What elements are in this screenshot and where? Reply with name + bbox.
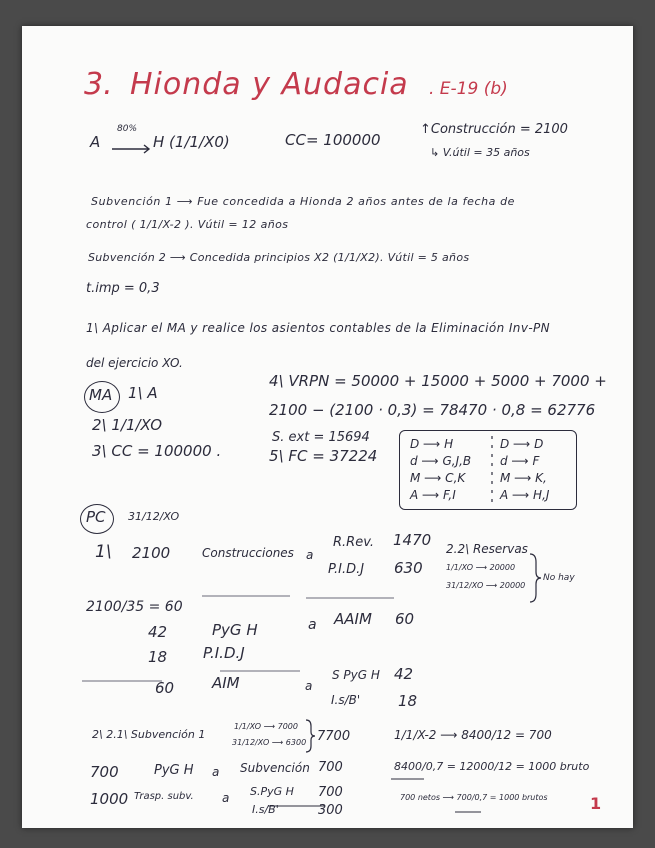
box-left-4: A ⟶ F,I xyxy=(410,488,456,502)
entry700-account: PyG H xyxy=(154,763,194,778)
entry1-credit2: P.I.D.J xyxy=(328,562,365,577)
instruction-line2: del ejercicio XO. xyxy=(86,356,183,370)
entry1-credit2-amount: 630 xyxy=(394,559,423,577)
entry1000-credit2: I.s/B' xyxy=(252,803,279,816)
sub21-calc2: 8400/0,7 = 12000/12 = 1000 bruto xyxy=(394,760,590,773)
dep-line3-amount: 60 xyxy=(155,679,175,697)
box-left-3: M ⟶ C,K xyxy=(410,471,466,485)
entry1-amount: 2100 xyxy=(132,544,171,562)
entry1-number: 1\ xyxy=(95,542,112,562)
company-a: A xyxy=(90,133,101,151)
notebook-page xyxy=(22,26,633,828)
sub21-total: 7700 xyxy=(317,729,351,744)
title-number: 3. xyxy=(84,67,113,102)
entry1-credit1-amount: 1470 xyxy=(393,531,432,549)
sub21-title: 2\ 2.1\ Subvención 1 xyxy=(92,728,206,741)
ownership-pct: 80% xyxy=(117,124,138,134)
instruction-line1: 1\ Aplicar el MA y realice los asientos contables de la Eliminación Inv-PN xyxy=(86,321,551,335)
sub21-line2: 31/12/XO ⟶ 6300 xyxy=(232,738,307,747)
cost-of-combination: CC= 100000 xyxy=(285,131,381,149)
reserves-line2: 31/12/XO ⟶ 20000 xyxy=(446,581,526,590)
box-right-4: A ⟶ H,J xyxy=(500,488,550,502)
entry700-credit-amount: 700 xyxy=(318,760,343,775)
company-h-date: H (1/1/X0) xyxy=(153,133,230,151)
entry1000-credit1: S.PyG H xyxy=(250,785,294,798)
subsidy1-line1: Subvención 1 ⟶ Fue concedida a Hionda 2 años antes de la fecha de xyxy=(91,195,516,208)
ma-label: MA xyxy=(89,386,113,404)
entry1000-a: a xyxy=(222,791,230,805)
vrpn-line2: 2100 − (2100 · 0,3) = 78470 · 0,8 = 62776 xyxy=(269,401,596,419)
entry1000-credit2-amount: 300 xyxy=(318,803,343,818)
ma-item-3: 3\ CC = 100000 . xyxy=(92,442,222,460)
entry700-a: a xyxy=(212,765,220,779)
vrpn-line1: 4\ VRPN = 50000 + 15000 + 5000 + 7000 + xyxy=(269,372,607,390)
pc-date: 31/12/XO xyxy=(128,510,180,523)
page-title: Hionda y Audacia xyxy=(130,67,409,102)
dep-a: a xyxy=(308,617,317,633)
useful-life: ↳ V.útil = 35 años xyxy=(430,146,530,159)
box-right-2: d ⟶ F xyxy=(500,454,540,468)
tax-rate: t.imp = 0,3 xyxy=(86,281,160,296)
ma-item-2: 2\ 1/1/XO xyxy=(92,416,163,434)
pc-label: PC xyxy=(86,508,106,526)
exercise-ref: . E-19 (b) xyxy=(429,79,508,99)
dep2-a: a xyxy=(305,679,313,693)
box-left-1: D ⟶ H xyxy=(410,437,454,451)
dep2-credit2-amount: 18 xyxy=(398,692,418,710)
dep-line3-account: AIM xyxy=(212,674,240,692)
entry1-a: a xyxy=(306,548,314,562)
brace xyxy=(530,554,541,602)
entry1-debit: Construcciones xyxy=(202,546,294,560)
dep-credit-amount: 60 xyxy=(395,610,415,628)
subsidy1-line2: control ( 1/1/X-2 ). Vútil = 12 años xyxy=(86,218,289,231)
box-left-2: d ⟶ G,J,B xyxy=(410,454,472,468)
box-right-3: M ⟶ K, xyxy=(500,471,547,485)
sub21-calc3: 700 netos ⟶ 700/0,7 = 1000 brutos xyxy=(400,793,548,802)
entry1000-amount: 1000 xyxy=(90,790,129,808)
ma-item-1: 1\ A xyxy=(128,384,158,402)
sub21-calc1: 1/1/X-2 ⟶ 8400/12 = 700 xyxy=(394,728,552,742)
goodwill: 5\ FC = 37224 xyxy=(269,447,378,465)
dep-line2-account: P.I.D.J xyxy=(203,644,245,662)
header-arrow xyxy=(112,145,149,153)
reserves-note: No hay xyxy=(543,573,575,583)
minority-interest: S. ext = 15694 xyxy=(272,430,370,445)
box-right-1: D ⟶ D xyxy=(500,437,544,451)
dep-line1-amount: 42 xyxy=(148,623,168,641)
dep-line2-amount: 18 xyxy=(148,648,168,666)
page-number: 1 xyxy=(590,794,602,813)
entry1-credit1: R.Rev. xyxy=(333,535,374,550)
entry700-credit: Subvención xyxy=(240,761,310,775)
dep2-credit2: I.s/B' xyxy=(331,693,361,707)
depreciation-calc: 2100/35 = 60 xyxy=(86,599,183,615)
entry700-amount: 700 xyxy=(90,763,119,781)
subsidy2-line: Subvención 2 ⟶ Concedida principios X2 (1/1/X2). Vútil = 5 años xyxy=(88,251,470,264)
entry1000-credit1-amount: 700 xyxy=(318,785,343,800)
reserves-line1: 1/1/XO ⟶ 20000 xyxy=(446,563,516,572)
sub21-line1: 1/1/XO ⟶ 7000 xyxy=(234,722,298,731)
brace xyxy=(306,720,315,752)
dep2-credit1-amount: 42 xyxy=(394,665,414,683)
entry1000-account: Trasp. subv. xyxy=(134,791,194,802)
reserves-title: 2.2\ Reservas xyxy=(446,542,528,556)
dep-line1-account: PyG H xyxy=(212,621,258,639)
construction-value: ↑Construcción = 2100 xyxy=(420,122,568,137)
dep-credit: AAIM xyxy=(334,610,372,628)
dep2-credit1: S PyG H xyxy=(332,668,380,682)
